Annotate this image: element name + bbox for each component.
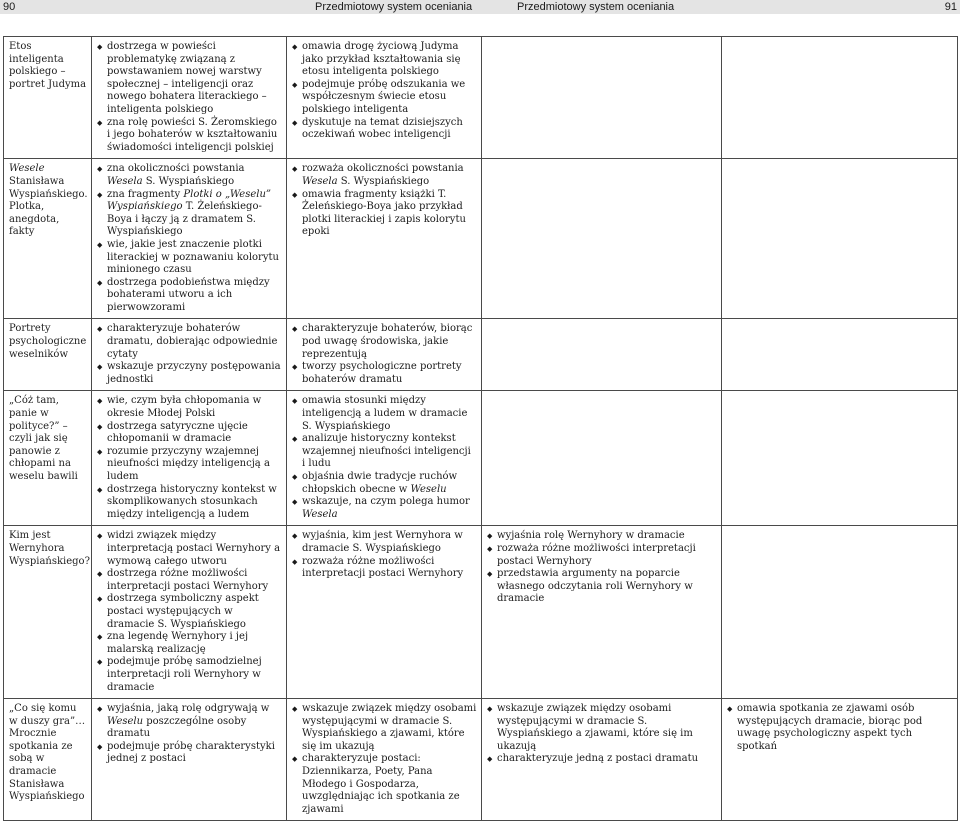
requirement-item: ◆ rozważa okoliczności powstania Wesela S. Wyspiańskiego — [292, 163, 477, 188]
requirement-list — [97, 530, 282, 694]
requirement-cell-level-2 — [287, 526, 482, 699]
requirement-item: ◆ wskazuje, na czym polega humor Wesela — [292, 496, 477, 521]
requirement-cell-level-1 — [92, 526, 287, 699]
right-page-number: 91 — [944, 1, 957, 13]
requirement-item: ◆ wyjaśnia, kim jest Wernyhora w dramacie S. Wyspiańskiego — [292, 530, 477, 555]
table-row — [4, 391, 958, 526]
requirement-item: ◆ objaśnia dwie tradycje ruchów chłopskich obecne w Weselu — [292, 471, 477, 496]
left-running-title: Przedmiotowy system oceniania — [315, 1, 473, 13]
requirement-cell-level-4 — [722, 37, 958, 159]
requirement-cell-level-1 — [92, 319, 287, 391]
requirement-cell-level-4 — [722, 526, 958, 699]
requirement-cell-level-3 — [482, 391, 722, 526]
requirement-item: ◆ wie, jakie jest znaczenie plotki literackiej w poznawaniu kolorytu minionego czasu — [97, 239, 282, 277]
lesson-topic: Kim jest Wernyhora Wyspiańskiego? — [4, 526, 92, 699]
requirement-cell-level-2 — [287, 37, 482, 159]
requirement-list — [97, 41, 282, 154]
table-row — [4, 319, 958, 391]
requirement-item: ◆ podejmuje próbę samodzielnej interpretacji roli Wernyhory w dramacie — [97, 656, 282, 694]
requirement-item: ◆ zna okoliczności powstania Wesela S. Wyspiańskiego — [97, 163, 282, 188]
requirement-list — [292, 323, 477, 386]
requirement-cell-level-3 — [482, 37, 722, 159]
table-row — [4, 526, 958, 699]
requirement-item: ◆ omawia fragmenty książki T. Żeleńskiego-Boya jako przykład plotki literackiej i zapis kolorytu epoki — [292, 189, 477, 239]
requirement-list — [487, 703, 717, 766]
assessment-table — [3, 36, 958, 821]
requirement-cell-level-3 — [482, 159, 722, 319]
lesson-topic: „Cóż tam, panie w polityce?” – czyli jak się panowie z chłopami na weselu bawili — [4, 391, 92, 526]
requirement-item: ◆ zna fragmenty Plotki o „Weselu” Wyspiańskiego T. Żeleńskiego-Boya i łączy ją z dramatem S. Wyspiańskiego — [97, 189, 282, 239]
requirement-item: ◆ dostrzega podobieństwa między bohaterami utworu a ich pierwowzorami — [97, 277, 282, 315]
requirement-item: ◆ zna legendę Wernyhory i jej malarską realizację — [97, 631, 282, 656]
requirement-item: ◆ rozumie przyczyny wzajemnej nieufności między inteligencją a ludem — [97, 446, 282, 484]
table-body — [4, 37, 958, 821]
requirement-item: ◆ dostrzega historyczny kontekst w skomplikowanych stosunkach między inteligencją a ludem — [97, 484, 282, 522]
requirement-item: ◆ charakteryzuje bohaterów, biorąc pod uwagę środowiska, jakie reprezentują — [292, 323, 477, 361]
requirement-item: ◆ dostrzega satyryczne ujęcie chłopomanii w dramacie — [97, 421, 282, 446]
requirement-cell-level-3 — [482, 526, 722, 699]
requirement-item: ◆ wskazuje związek między osobami występującymi w dramacie S. Wyspiańskiego a zjawami, które się im ukazują — [487, 703, 717, 753]
requirement-item: ◆ podejmuje próbę odszukania we współczesnym świecie etosu polskiego inteligenta — [292, 79, 477, 117]
right-running-title: Przedmiotowy system oceniania — [517, 1, 675, 13]
requirement-item: ◆ tworzy psychologiczne portrety bohaterów dramatu — [292, 361, 477, 386]
requirement-cell-level-1 — [92, 699, 287, 821]
requirement-list — [97, 395, 282, 521]
requirement-cell-level-4 — [722, 319, 958, 391]
requirement-list — [292, 395, 477, 521]
requirement-item: ◆ rozważa różne możliwości interpretacji postaci Wernyhory — [487, 543, 717, 568]
requirement-cell-level-4 — [722, 391, 958, 526]
requirement-item: ◆ omawia spotkania ze zjawami osób występujących dramacie, biorąc pod uwagę psychologiczny aspekt tych spotkań — [727, 703, 953, 753]
requirement-item: ◆ dostrzega różne możliwości interpretacji postaci Wernyhory — [97, 568, 282, 593]
requirement-item: ◆ wyjaśnia rolę Wernyhory w dramacie — [487, 530, 717, 543]
requirement-cell-level-4 — [722, 699, 958, 821]
requirement-item: ◆ widzi związek między interpretacją postaci Wernyhory a wymową całego utworu — [97, 530, 282, 568]
requirement-cell-level-2 — [287, 699, 482, 821]
lesson-topic: Etos inteligenta polskiego – portret Judyma — [4, 37, 92, 159]
requirement-item: ◆ omawia drogę życiową Judyma jako przykład kształtowania się etosu inteligenta polskiego — [292, 41, 477, 79]
requirement-item: ◆ dyskutuje na temat dzisiejszych oczekiwań wobec inteligencji — [292, 117, 477, 142]
requirement-item: ◆ charakteryzuje postaci: Dziennikarza, Poety, Pana Młodego i Gospodarza, uwzględniając ich spotkania ze zjawami — [292, 753, 477, 816]
requirement-item: ◆ podejmuje próbę charakterystyki jednej z postaci — [97, 741, 282, 766]
requirement-cell-level-4 — [722, 159, 958, 319]
requirement-list — [487, 530, 717, 606]
requirement-cell-level-1 — [92, 391, 287, 526]
requirement-cell-level-2 — [287, 391, 482, 526]
requirement-list — [97, 703, 282, 766]
requirement-item: ◆ dostrzega w powieści problematykę związaną z powstawaniem nowej warstwy społecznej – inteligencji oraz nowego bohatera literackiego – inteligenta polskiego — [97, 41, 282, 117]
requirement-item: ◆ przedstawia argumenty na poparcie własnego odczytania roli Wernyhory w dramacie — [487, 568, 717, 606]
requirement-item: ◆ wskazuje przyczyny postępowania jednostki — [97, 361, 282, 386]
requirement-cell-level-3 — [482, 319, 722, 391]
requirement-item: ◆ wie, czym była chłopomania w okresie Młodej Polski — [97, 395, 282, 420]
requirement-cell-level-2 — [287, 319, 482, 391]
requirement-cell-level-1 — [92, 159, 287, 319]
table-row — [4, 37, 958, 159]
requirement-item: ◆ wskazuje związek między osobami występującymi w dramacie S. Wyspiańskiego a zjawami, które się im ukazują — [292, 703, 477, 753]
requirement-list — [292, 530, 477, 580]
requirement-list — [292, 163, 477, 239]
requirement-item: ◆ dostrzega symboliczny aspekt postaci występujących w dramacie S. Wyspiańskiego — [97, 593, 282, 631]
requirement-item: ◆ charakteryzuje jedną z postaci dramatu — [487, 753, 717, 766]
lesson-topic: Portrety psychologiczne weselników — [4, 319, 92, 391]
page-header — [0, 0, 960, 14]
requirement-list — [292, 703, 477, 816]
requirement-item: ◆ zna rolę powieści S. Żeromskiego i jego bohaterów w kształtowaniu świadomości inteligencji polskiej — [97, 117, 282, 155]
requirement-item: ◆ rozważa różne możliwości interpretacji postaci Wernyhory — [292, 556, 477, 581]
requirement-list — [97, 163, 282, 314]
requirement-list — [727, 703, 953, 753]
requirement-item: ◆ wyjaśnia, jaką rolę odgrywają w Weselu poszczególne osoby dramatu — [97, 703, 282, 741]
requirement-cell-level-3 — [482, 699, 722, 821]
requirement-cell-level-2 — [287, 159, 482, 319]
requirement-item: ◆ omawia stosunki między inteligencją a ludem w dramacie S. Wyspiańskiego — [292, 395, 477, 433]
requirement-item: ◆ analizuje historyczny kontekst wzajemnej nieufności inteligencji i ludu — [292, 433, 477, 471]
lesson-topic: „Co się komu w duszy gra”… Mrocznie spotkania ze sobą w dramacie Stanisława Wyspiańskiego — [4, 699, 92, 821]
lesson-topic: Wesele Stanisława Wyspiańskiego. Plotka, anegdota, fakty — [4, 159, 92, 319]
table-row — [4, 159, 958, 319]
requirement-list — [97, 323, 282, 386]
requirement-list — [292, 41, 477, 142]
left-page-number: 90 — [3, 1, 16, 13]
requirement-cell-level-1 — [92, 37, 287, 159]
requirement-item: ◆ charakteryzuje bohaterów dramatu, dobierając odpowiednie cytaty — [97, 323, 282, 361]
table-row — [4, 699, 958, 821]
